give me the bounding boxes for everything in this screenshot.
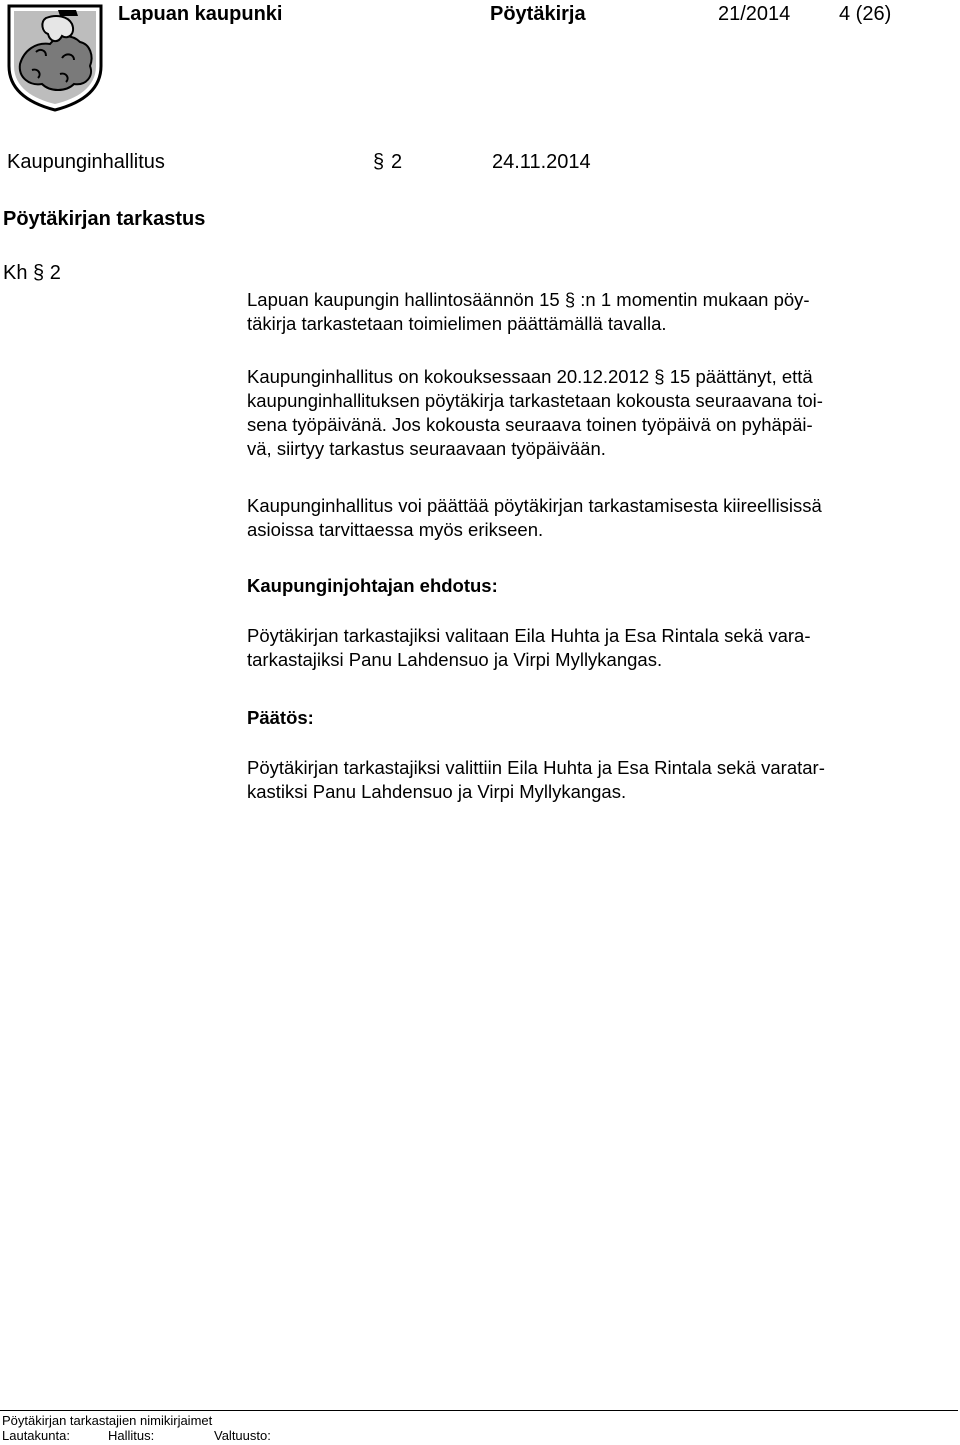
document-number: 21/2014	[718, 3, 791, 25]
footer-government-label: Hallitus:	[108, 1428, 155, 1443]
footer-council-label: Valtuusto:	[214, 1428, 271, 1443]
item-prefix: Kh	[3, 262, 28, 284]
coat-of-arms-icon	[6, 4, 104, 112]
decision-heading: Päätös:	[247, 707, 314, 728]
paragraph-line: Pöytäkirjan tarkastajiksi valitaan Eila Huhta ja Esa Rintala sekä vara-	[247, 625, 811, 646]
paragraph-line: Kaupunginhallitus on kokouksessaan 20.12.2012 § 15 päättänyt, että	[247, 366, 813, 387]
paragraph-line: Kaupunginhallitus voi päättää pöytäkirjan tarkastamisesta kiireellisissä	[247, 495, 822, 516]
item-symbol: §	[33, 262, 45, 284]
paragraph-1	[247, 288, 952, 336]
meeting-date: 24.11.2014	[492, 151, 591, 173]
paragraph-line: kastiksi Panu Lahdensuo ja Virpi Myllykangas.	[247, 781, 627, 802]
paragraph-line: asioissa tarvittaessa myös erikseen.	[247, 519, 544, 540]
paragraph-line: täkirja tarkastetaan toimielimen päättämällä tavalla.	[247, 313, 667, 334]
proposal-heading: Kaupunginjohtajan ehdotus:	[247, 575, 498, 596]
page-title: Pöytäkirjan tarkastus	[3, 208, 206, 230]
document-type: Pöytäkirja	[490, 3, 586, 25]
paragraph-line: tarkastajiksi Panu Lahdensuo ja Virpi Myllykangas.	[247, 649, 663, 670]
proposal-text	[247, 624, 952, 672]
paragraph-line: vä, siirtyy tarkastus seuraavaan työpäivään.	[247, 438, 606, 459]
meeting-body: Kaupunginhallitus	[7, 151, 165, 173]
page-number: 4 (26)	[839, 3, 892, 25]
paragraph-line: kaupunginhallituksen pöytäkirja tarkastetaan kokousta seuraavana toi-	[247, 390, 823, 411]
paragraph-line: Pöytäkirjan tarkastajiksi valittiin Eila Huhta ja Esa Rintala sekä varatar-	[247, 757, 825, 778]
section-symbol: §	[373, 151, 385, 173]
item-reference	[3, 262, 61, 285]
footer-divider	[0, 1410, 958, 1411]
item-number: 2	[49, 262, 61, 284]
paragraph-3	[247, 494, 952, 542]
footer-board-label: Lautakunta:	[2, 1428, 70, 1443]
paragraph-2	[247, 365, 952, 461]
decision-text	[247, 756, 952, 804]
paragraph-line: sena työpäivänä. Jos kokousta seuraava toinen työpäivä on pyhäpäi-	[247, 414, 813, 435]
footer-signatures-label: Pöytäkirjan tarkastajien nimikirjaimet	[2, 1413, 213, 1428]
section-number: 2	[391, 151, 403, 173]
organization-name: Lapuan kaupunki	[118, 3, 283, 25]
paragraph-line: Lapuan kaupungin hallintosäännön 15 § :n 1 momentin mukaan pöy-	[247, 289, 810, 310]
